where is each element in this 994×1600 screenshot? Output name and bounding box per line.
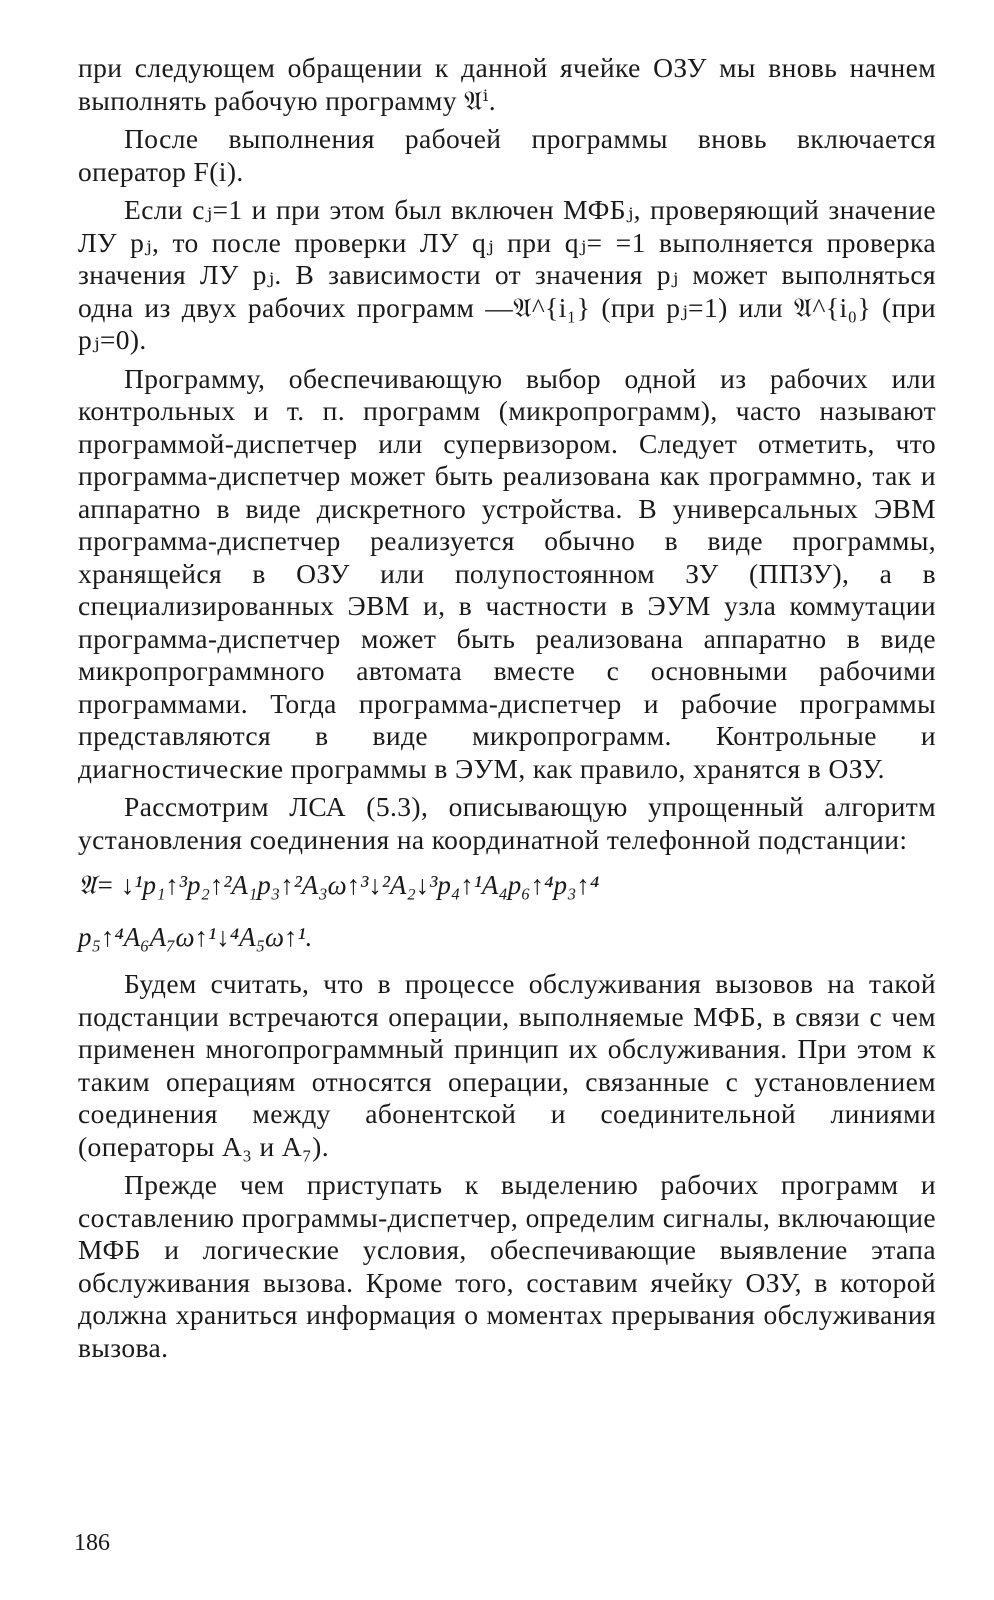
page-number: 186 (74, 1530, 110, 1556)
paragraph-7: Прежде чем приступать к выделению рабочих программ и составлению программы-диспетчер, определим сигналы, включающие МФБ и логические условия, обеспечивающие выявление этапа обслуживания вызова. Кроме того, составим ячейку ОЗУ, в которой должна храниться информация о моментах прерывания обслуживания вызова. (78, 1169, 936, 1363)
paragraph-3: Если cⱼ=1 и при этом был включен МФБⱼ, проверяющий значение ЛУ pⱼ, то после проверки ЛУ qⱼ при qⱼ= =1 выполняется проверка значения ЛУ pⱼ. В зависимости от значения pⱼ может выполняться одна из двух рабочих программ —𝔄^{i₁} (при pⱼ=1) или 𝔄^{i₀} (при pⱼ=0). (78, 194, 936, 355)
paragraph-5: Рассмотрим ЛСА (5.3), описывающую упрощенный алгоритм установления соединения на координатной телефонной подстанции: (78, 791, 936, 855)
formula-line-2: p₅↑⁴A₆A₇ω↑¹↓⁴A₅ω↑¹. (78, 922, 313, 952)
paragraph-6: Будем считать, что в процессе обслуживания вызовов на такой подстанции встречаются операции, выполняемые МФБ, в связи с чем применен многопрограммный принцип их обслуживания. При этом к таким операциям относятся операции, связанные с установлением соединения между абонентской и соединительной линиями (операторы A₃ и A₇). (78, 968, 936, 1162)
formula-line-1: 𝔄= ↓¹p₁↑³p₂↑²A₁p₃↑²A₃ω↑³↓²A₂↓³p₄↑¹A₄p₆↑⁴p₃↑⁴ (78, 870, 600, 900)
paragraph-1: при следующем обращении к данной ячейке ОЗУ мы вновь начнем выполнять рабочую программу 𝔄ⁱ. (78, 52, 936, 116)
paragraph-2: После выполнения рабочей программы вновь включается оператор F(i). (78, 123, 936, 187)
paragraph-4: Программу, обеспечивающую выбор одной из рабочих или контрольных и т. п. программ (микропрограмм), часто называют программой-диспетчер или супервизором. Следует отметить, что программа-диспетчер может быть реализована как программно, так и аппаратно в виде дискретного устройства. В универсальных ЭВМ программа-диспетчер реализуется обычно в виде программы, хранящейся в ОЗУ или полупостоянном ЗУ (ППЗУ), а в специализированных ЭВМ и, в частности в ЭУМ узла коммутации программа-диспетчер может быть реализована аппаратно в виде микропрограммного автомата вместе с основными рабочими программами. Тогда программа-диспетчер и рабочие программы представляются в виде микропрограмм. Контрольные и диагностические программы в ЭУМ, как правило, хранятся в ОЗУ. (78, 362, 936, 784)
